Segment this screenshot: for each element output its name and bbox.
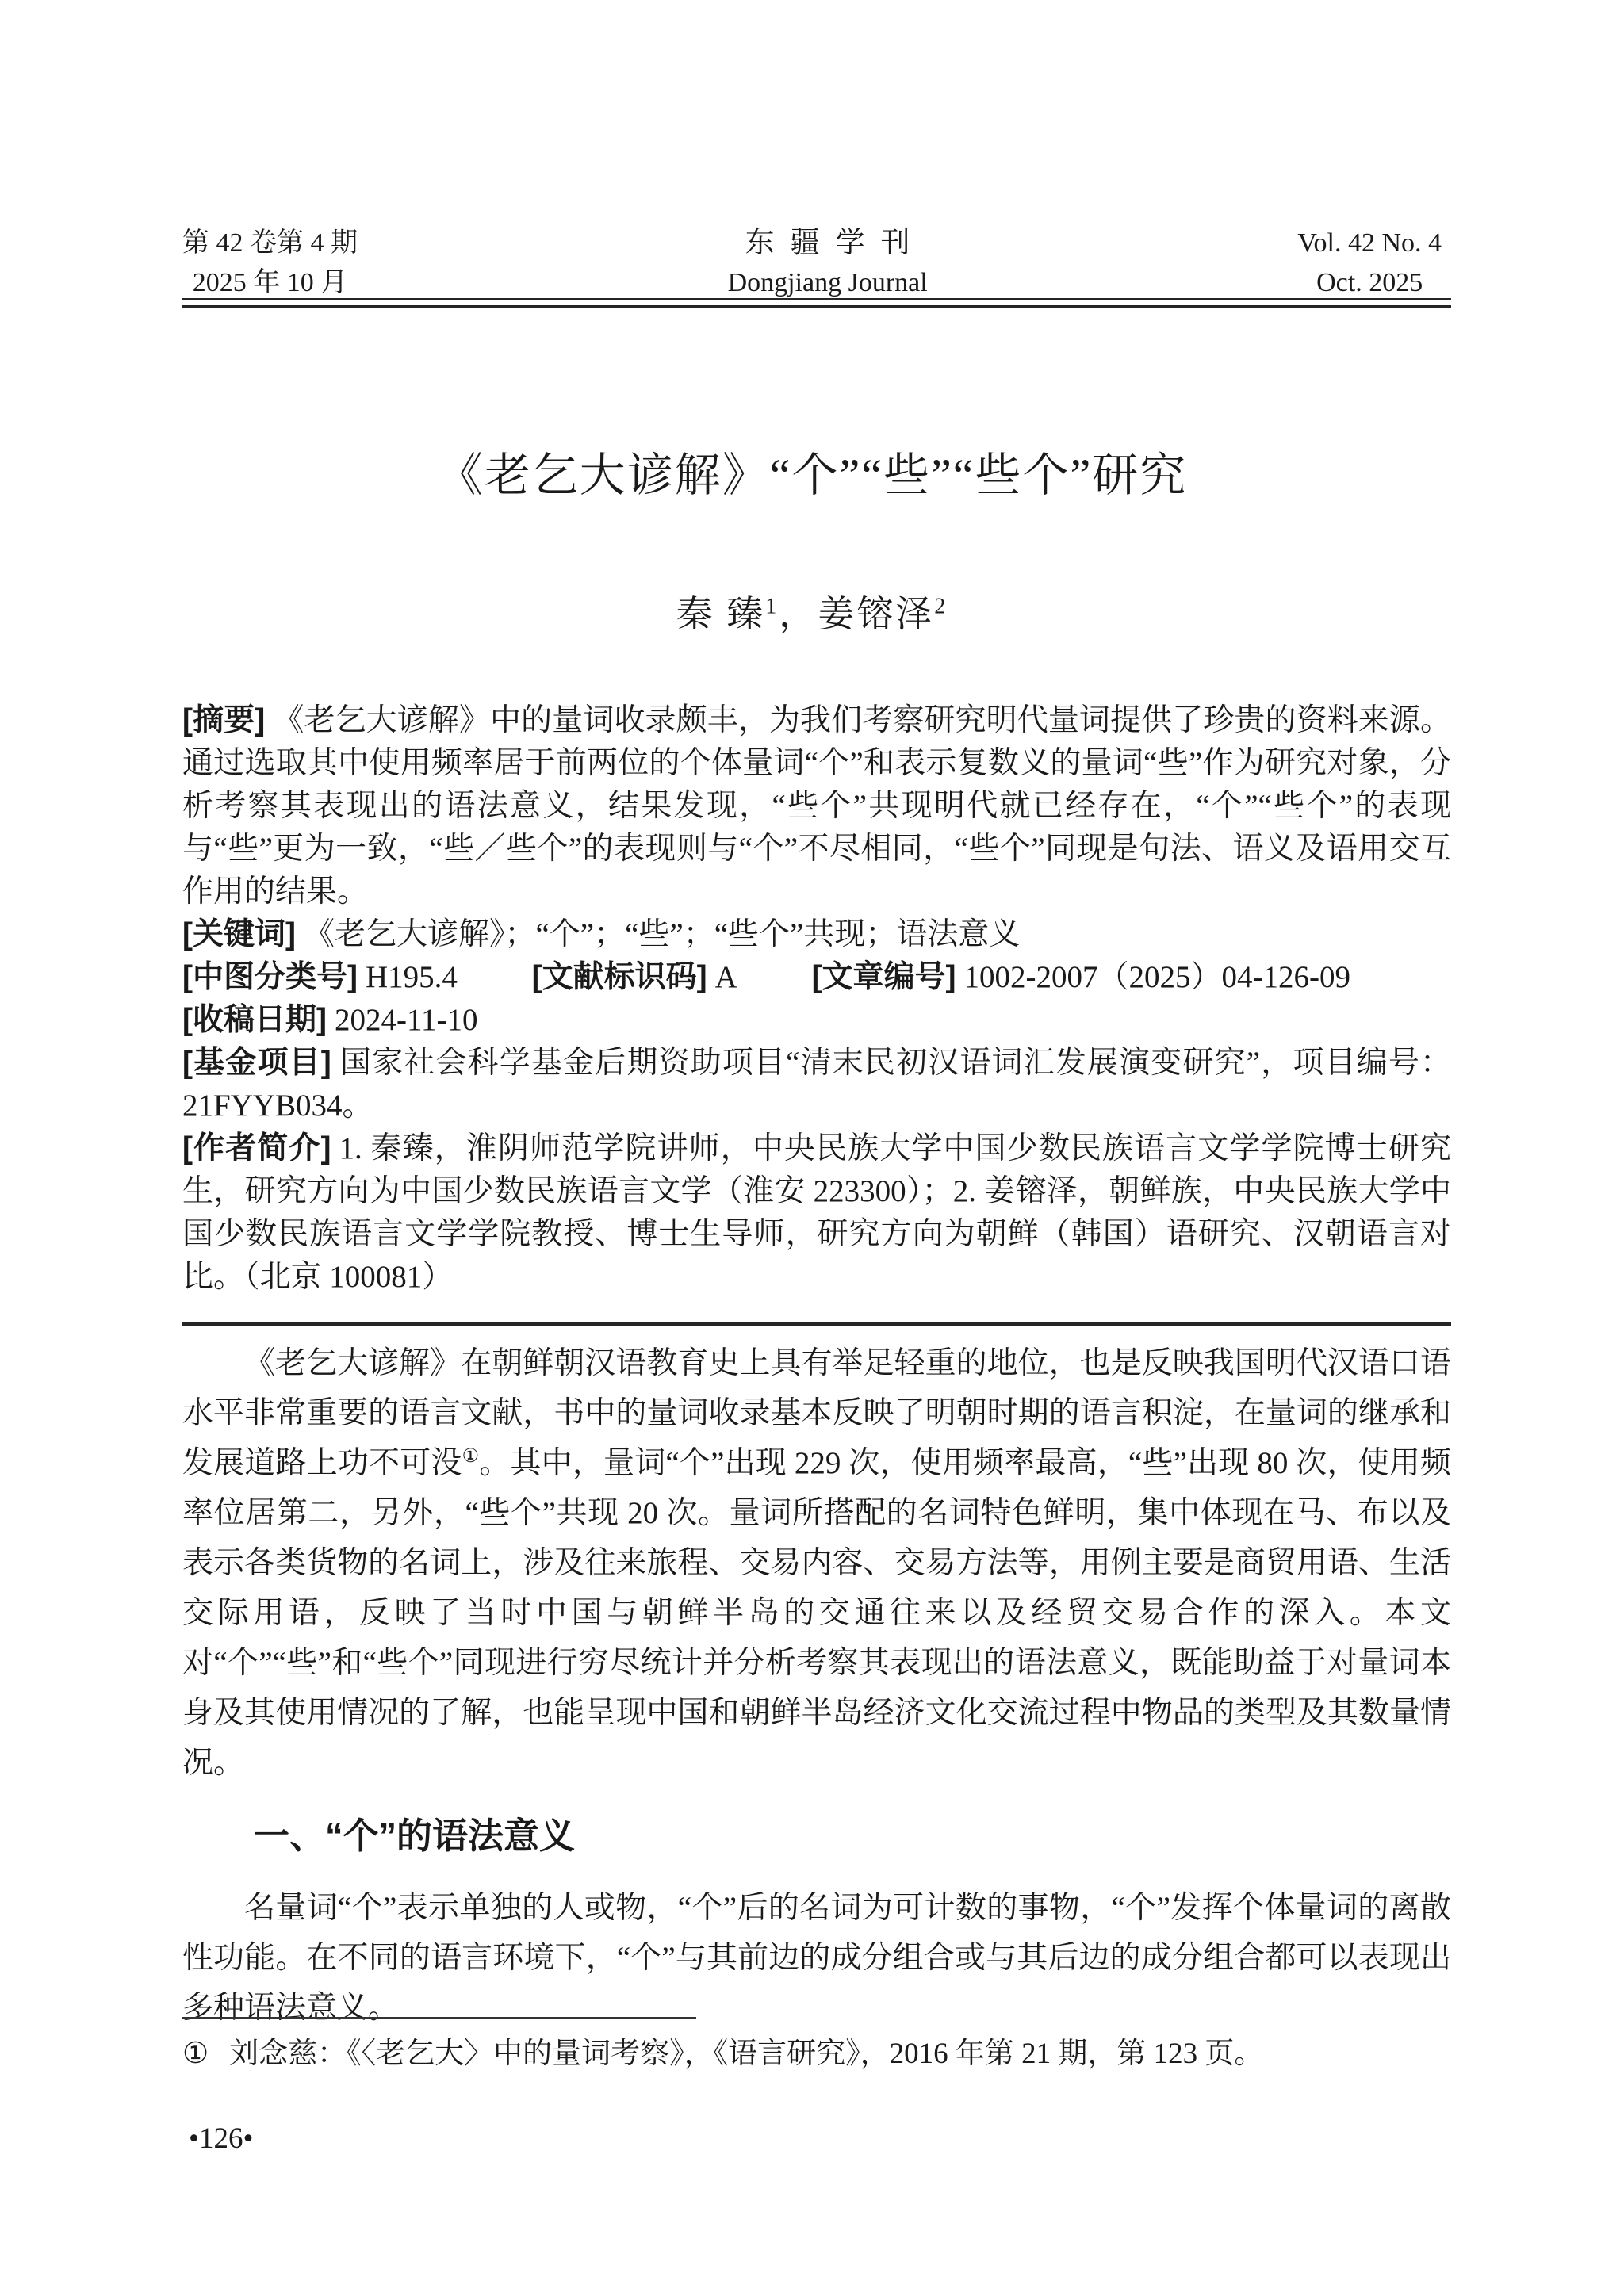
document-code-label: [文献标识码] xyxy=(531,960,707,994)
article-id-value: 1002-2007（2025）04-126-09 xyxy=(963,960,1351,994)
author-bio-label: [作者简介] xyxy=(182,1131,331,1165)
article-id xyxy=(812,960,1350,994)
page-header xyxy=(182,224,1442,303)
article-body xyxy=(182,1338,1451,2033)
issue-volume-cn: 第 42 卷第 4 期 xyxy=(182,228,358,258)
fund-project-label: [基金项目] xyxy=(182,1046,331,1080)
document-code xyxy=(532,960,737,994)
footnote-1 xyxy=(182,2034,1451,2075)
page-number: •126• xyxy=(189,2122,254,2155)
abstract-text: 《老乞大谚解》中的量词收录颇丰，为我们考察研究明代量词提供了珍贵的资料来源。通过选取其中使用频率居于前两位的个体量词“个”和表示复数义的量词“些”作为研究对象，分析考察其表现出的语法意义，结果发现，“些个”共现明代就已经存在，“个”“些个”的表现与“些”更为一致，“些／些个”的表现则与“个”不尽相同，“些个”同现是句法、语义及语用交互作用的结果。 xyxy=(182,703,1451,909)
abstract xyxy=(182,699,1451,913)
body-paragraph-1-continuation: 。其中，量词“个”出现 229 次，使用频率最高，“些”出现 80 次，使用频率位居第二，另外，“些个”共现 20 次。量词所搭配的名词特色鲜明，集中体现在马、布以及表示各类货物的名词上，涉及往来旅程、交易内容、交易方法等，用例主要是商贸用语、生活交际用语，反映了当时中国与朝鲜半岛的交通往来以及经贸交易合作的深入。本文对“个”“些”和“些个”同现进行穷尽统计并分析考察其表现出的语法意义，既能助益于对量词本身及其使用情况的了解，也能呈现中国和朝鲜半岛经济文化交流过程中物品的类型及其数量情况。 xyxy=(182,1446,1451,1780)
author-2-name: 姜镕泽 xyxy=(818,594,935,634)
received-date-label: [收稿日期] xyxy=(182,1003,327,1037)
section-1-heading: 一、“个”的语法意义 xyxy=(254,1816,576,1856)
keywords-text: 《老乞大谚解》；“个”；“些”；“些个”共现；语法意义 xyxy=(303,917,1021,951)
body-separator-rule xyxy=(182,1322,1451,1326)
article-id-label: [文章编号] xyxy=(811,960,956,994)
footnote-area xyxy=(182,2017,1451,2075)
article-title: 《老乞大谚解》“个”“些”“些个”研究 xyxy=(436,450,1188,501)
received-date xyxy=(182,999,1451,1042)
authors-line xyxy=(0,585,1624,637)
footnote-rule xyxy=(182,2017,696,2019)
clc-number xyxy=(182,960,458,994)
header-issue-info-en xyxy=(1297,224,1442,303)
author-1-superscript: 1 xyxy=(765,594,779,619)
body-paragraph-1-text: 《老乞大谚解》在朝鲜朝汉语教育史上具有举足轻重的地位，也是反映我国明代汉语口语水平非常重要的语言文献，书中的量词收录基本反映了明朝时期的语言积淀，在量词的继承和发展道路上功不可没 xyxy=(182,1346,1451,1480)
author-2-superscript: 2 xyxy=(934,594,948,619)
issue-date-cn: 2025 年 10 月 xyxy=(192,268,348,297)
issue-date-en: Oct. 2025 xyxy=(1316,268,1423,297)
received-date-value: 2024-11-10 xyxy=(334,1003,478,1037)
footnote-reference-1: ① xyxy=(462,1446,480,1467)
issue-volume-en: Vol. 42 No. 4 xyxy=(1297,228,1442,258)
clc-label: [中图分类号] xyxy=(182,960,358,994)
header-double-rule xyxy=(182,298,1451,308)
journal-title-en: Dongjiang Journal xyxy=(727,268,928,297)
fund-project-text: 国家社会科学基金后期资助项目“清末民初汉语词汇发展演变研究”，项目编号：21FYYB034。 xyxy=(182,1046,1451,1123)
author-1-name: 秦 臻 xyxy=(676,594,766,634)
front-matter xyxy=(182,699,1451,1299)
classification-line xyxy=(182,956,1451,999)
keywords-label: [关键词] xyxy=(182,917,296,951)
footnote-1-marker: ① xyxy=(182,2038,209,2070)
abstract-label: [摘要] xyxy=(182,703,266,737)
body-paragraph-2: 名量词“个”表示单独的人或物，“个”后的名词为可计数的事物，“个”发挥个体量词的离散性功能。在不同的语言环境下，“个”与其前边的成分组合或与其后边的成分组合都可以表现出多种语法意义。 xyxy=(182,1891,1451,2025)
journal-title-cn: 东疆学刊 xyxy=(745,227,926,259)
author-bio xyxy=(182,1127,1451,1299)
keywords xyxy=(182,913,1451,956)
footnote-1-text: 刘念慈：《〈老乞大〉中的量词考察》，《语言研究》，2016 年第 21 期，第 123 页。 xyxy=(229,2038,1264,2070)
clc-value: H195.4 xyxy=(365,960,458,994)
author-separator: ， xyxy=(779,594,818,634)
header-issue-info xyxy=(182,224,358,303)
document-code-value: A xyxy=(714,960,737,994)
body-paragraph-1 xyxy=(182,1338,1451,1788)
author-bio-text: 1. 秦臻，淮阴师范学院讲师，中央民族大学中国少数民族语言文学学院博士研究生，研究方向为中国少数民族语言文学（淮安 223300）；2. 姜镕泽，朝鲜族，中央民族大学中国少数民族语言文学学院教授、博士生导师，研究方向为朝鲜（韩国）语研究、汉朝语言对比。（北京 100081） xyxy=(182,1131,1451,1294)
journal-title-block xyxy=(728,224,928,303)
fund-project xyxy=(182,1042,1451,1127)
